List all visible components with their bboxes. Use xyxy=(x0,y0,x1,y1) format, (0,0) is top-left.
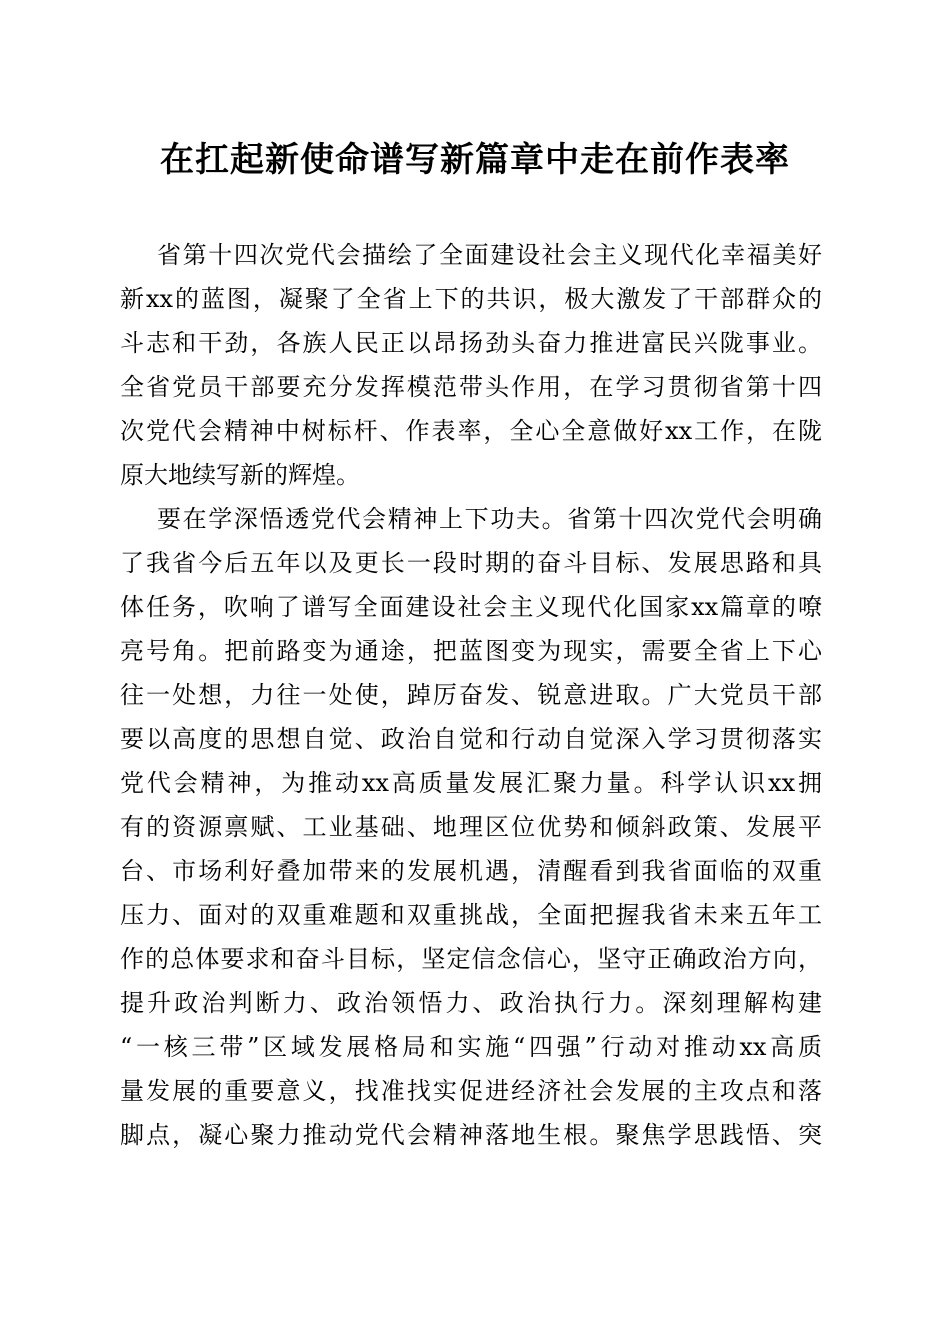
text-line: 斗志和干劲，各族人民正以昂扬劲头奋力推进富民兴陇事业。 xyxy=(120,329,822,357)
text-line: 有的资源禀赋、工业基础、地理区位优势和倾斜政策、发展平 xyxy=(120,813,822,841)
document-body xyxy=(120,233,822,1157)
text-line: 量发展的重要意义，找准找实促进经济社会发展的主攻点和落 xyxy=(120,1077,822,1105)
paragraph-2 xyxy=(120,497,822,1157)
text-line: 省第十四次党代会描绘了全面建设社会主义现代化幸福美好 xyxy=(157,241,822,269)
text-line: 体任务，吹响了谱写全面建设社会主义现代化国家xx篇章的嘹 xyxy=(120,593,822,621)
text-line: 党代会精神，为推动xx高质量发展汇聚力量。科学认识xx拥 xyxy=(120,769,822,797)
text-line: “一核三带”区域发展格局和实施“四强”行动对推动xx高质 xyxy=(120,1033,822,1061)
text-line: 提升政治判断力、政治领悟力、政治执行力。深刻理解构建 xyxy=(120,989,822,1017)
text-line: 新xx的蓝图，凝聚了全省上下的共识，极大激发了干部群众的 xyxy=(120,285,822,313)
text-line: 台、市场利好叠加带来的发展机遇，清醒看到我省面临的双重 xyxy=(120,857,822,885)
text-line: 往一处想，力往一处使，踔厉奋发、锐意进取。广大党员干部 xyxy=(120,681,822,709)
text-line: 全省党员干部要充分发挥模范带头作用，在学习贯彻省第十四 xyxy=(120,373,822,401)
text-line: 次党代会精神中树标杆、作表率，全心全意做好xx工作，在陇 xyxy=(120,417,822,445)
text-line: 了我省今后五年以及更长一段时期的奋斗目标、发展思路和具 xyxy=(120,549,822,577)
paragraph-1 xyxy=(120,233,822,497)
text-line: 作的总体要求和奋斗目标，坚定信念信心，坚守正确政治方向， xyxy=(120,945,822,973)
text-line: 原大地续写新的辉煌。 xyxy=(120,461,360,489)
text-line: 压力、面对的双重难题和双重挑战，全面把握我省未来五年工 xyxy=(120,901,822,929)
text-line: 脚点，凝心聚力推动党代会精神落地生根。聚焦学思践悟、突 xyxy=(120,1121,822,1149)
text-line: 要以高度的思想自觉、政治自觉和行动自觉深入学习贯彻落实 xyxy=(120,725,822,753)
text-line: 要在学深悟透党代会精神上下功夫。省第十四次党代会明确 xyxy=(157,505,822,533)
text-line: 亮号角。把前路变为通途，把蓝图变为现实，需要全省上下心 xyxy=(120,637,822,665)
document-title: 在扛起新使命谱写新篇章中走在前作表率 xyxy=(160,140,790,180)
